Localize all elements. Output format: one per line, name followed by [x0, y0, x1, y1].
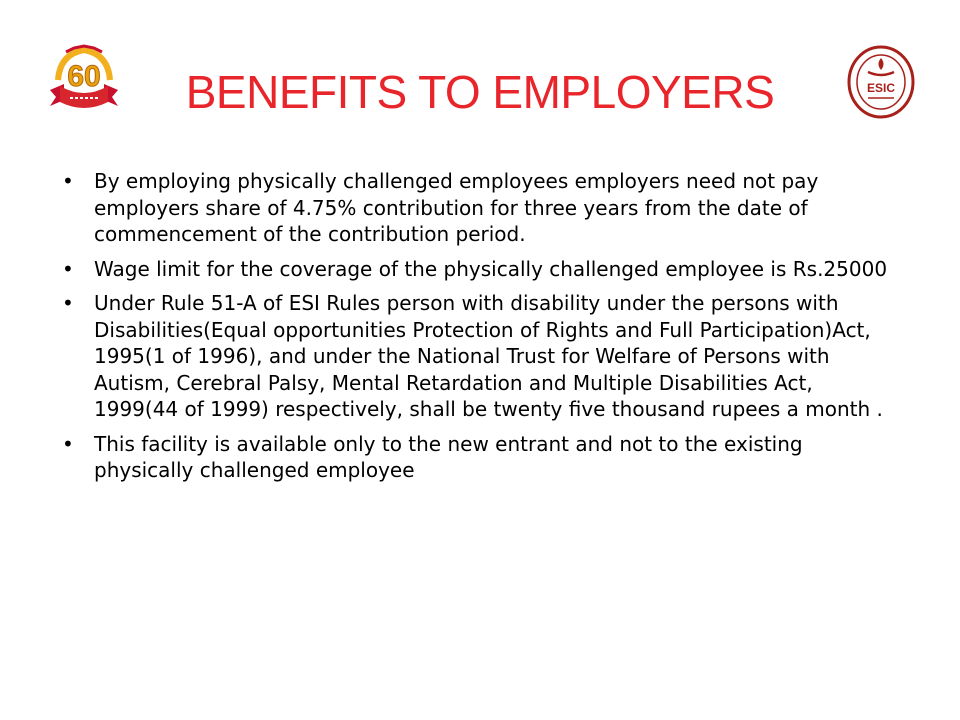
- svg-text:ESIC: ESIC: [866, 81, 896, 95]
- bullet-icon: •: [62, 256, 74, 281]
- bullet-list: [62, 168, 900, 492]
- bullet-icon: •: [62, 291, 74, 315]
- list-item: [62, 290, 900, 423]
- bullet-text: By employing physically challenged employees employers need not pay employers share of 4.75% contribution for three years from the date of commencement of the contribution period.: [94, 169, 819, 246]
- page-title: BENEFITS TO EMPLOYERS: [185, 66, 775, 118]
- bullet-text: Wage limit for the coverage of the physically challenged employee is Rs.25000: [94, 256, 888, 281]
- list-item: [62, 168, 900, 248]
- svg-text:60: 60: [67, 60, 101, 93]
- bullet-text: This facility is available only to the new entrant and not to the existing physically challenged employee: [94, 431, 803, 482]
- bullet-icon: •: [62, 169, 74, 193]
- list-item: [62, 256, 900, 283]
- list-item: [62, 431, 900, 484]
- bullet-text: Under Rule 51-A of ESI Rules person with disability under the persons with Disabilities(Equal opportunities Protection of Rights and Full Participation)Act, 1995(1 of 1996), and under the National Trust for Welfare of Persons with Autism, Cerebral Palsy, Mental Retardation and Multiple Disabilities Act, 1999(44 of 1999) respectively, shall be twenty five thousand rupees a month .: [94, 291, 883, 421]
- bullet-icon: •: [62, 431, 74, 456]
- esic-emblem-icon: [846, 44, 916, 120]
